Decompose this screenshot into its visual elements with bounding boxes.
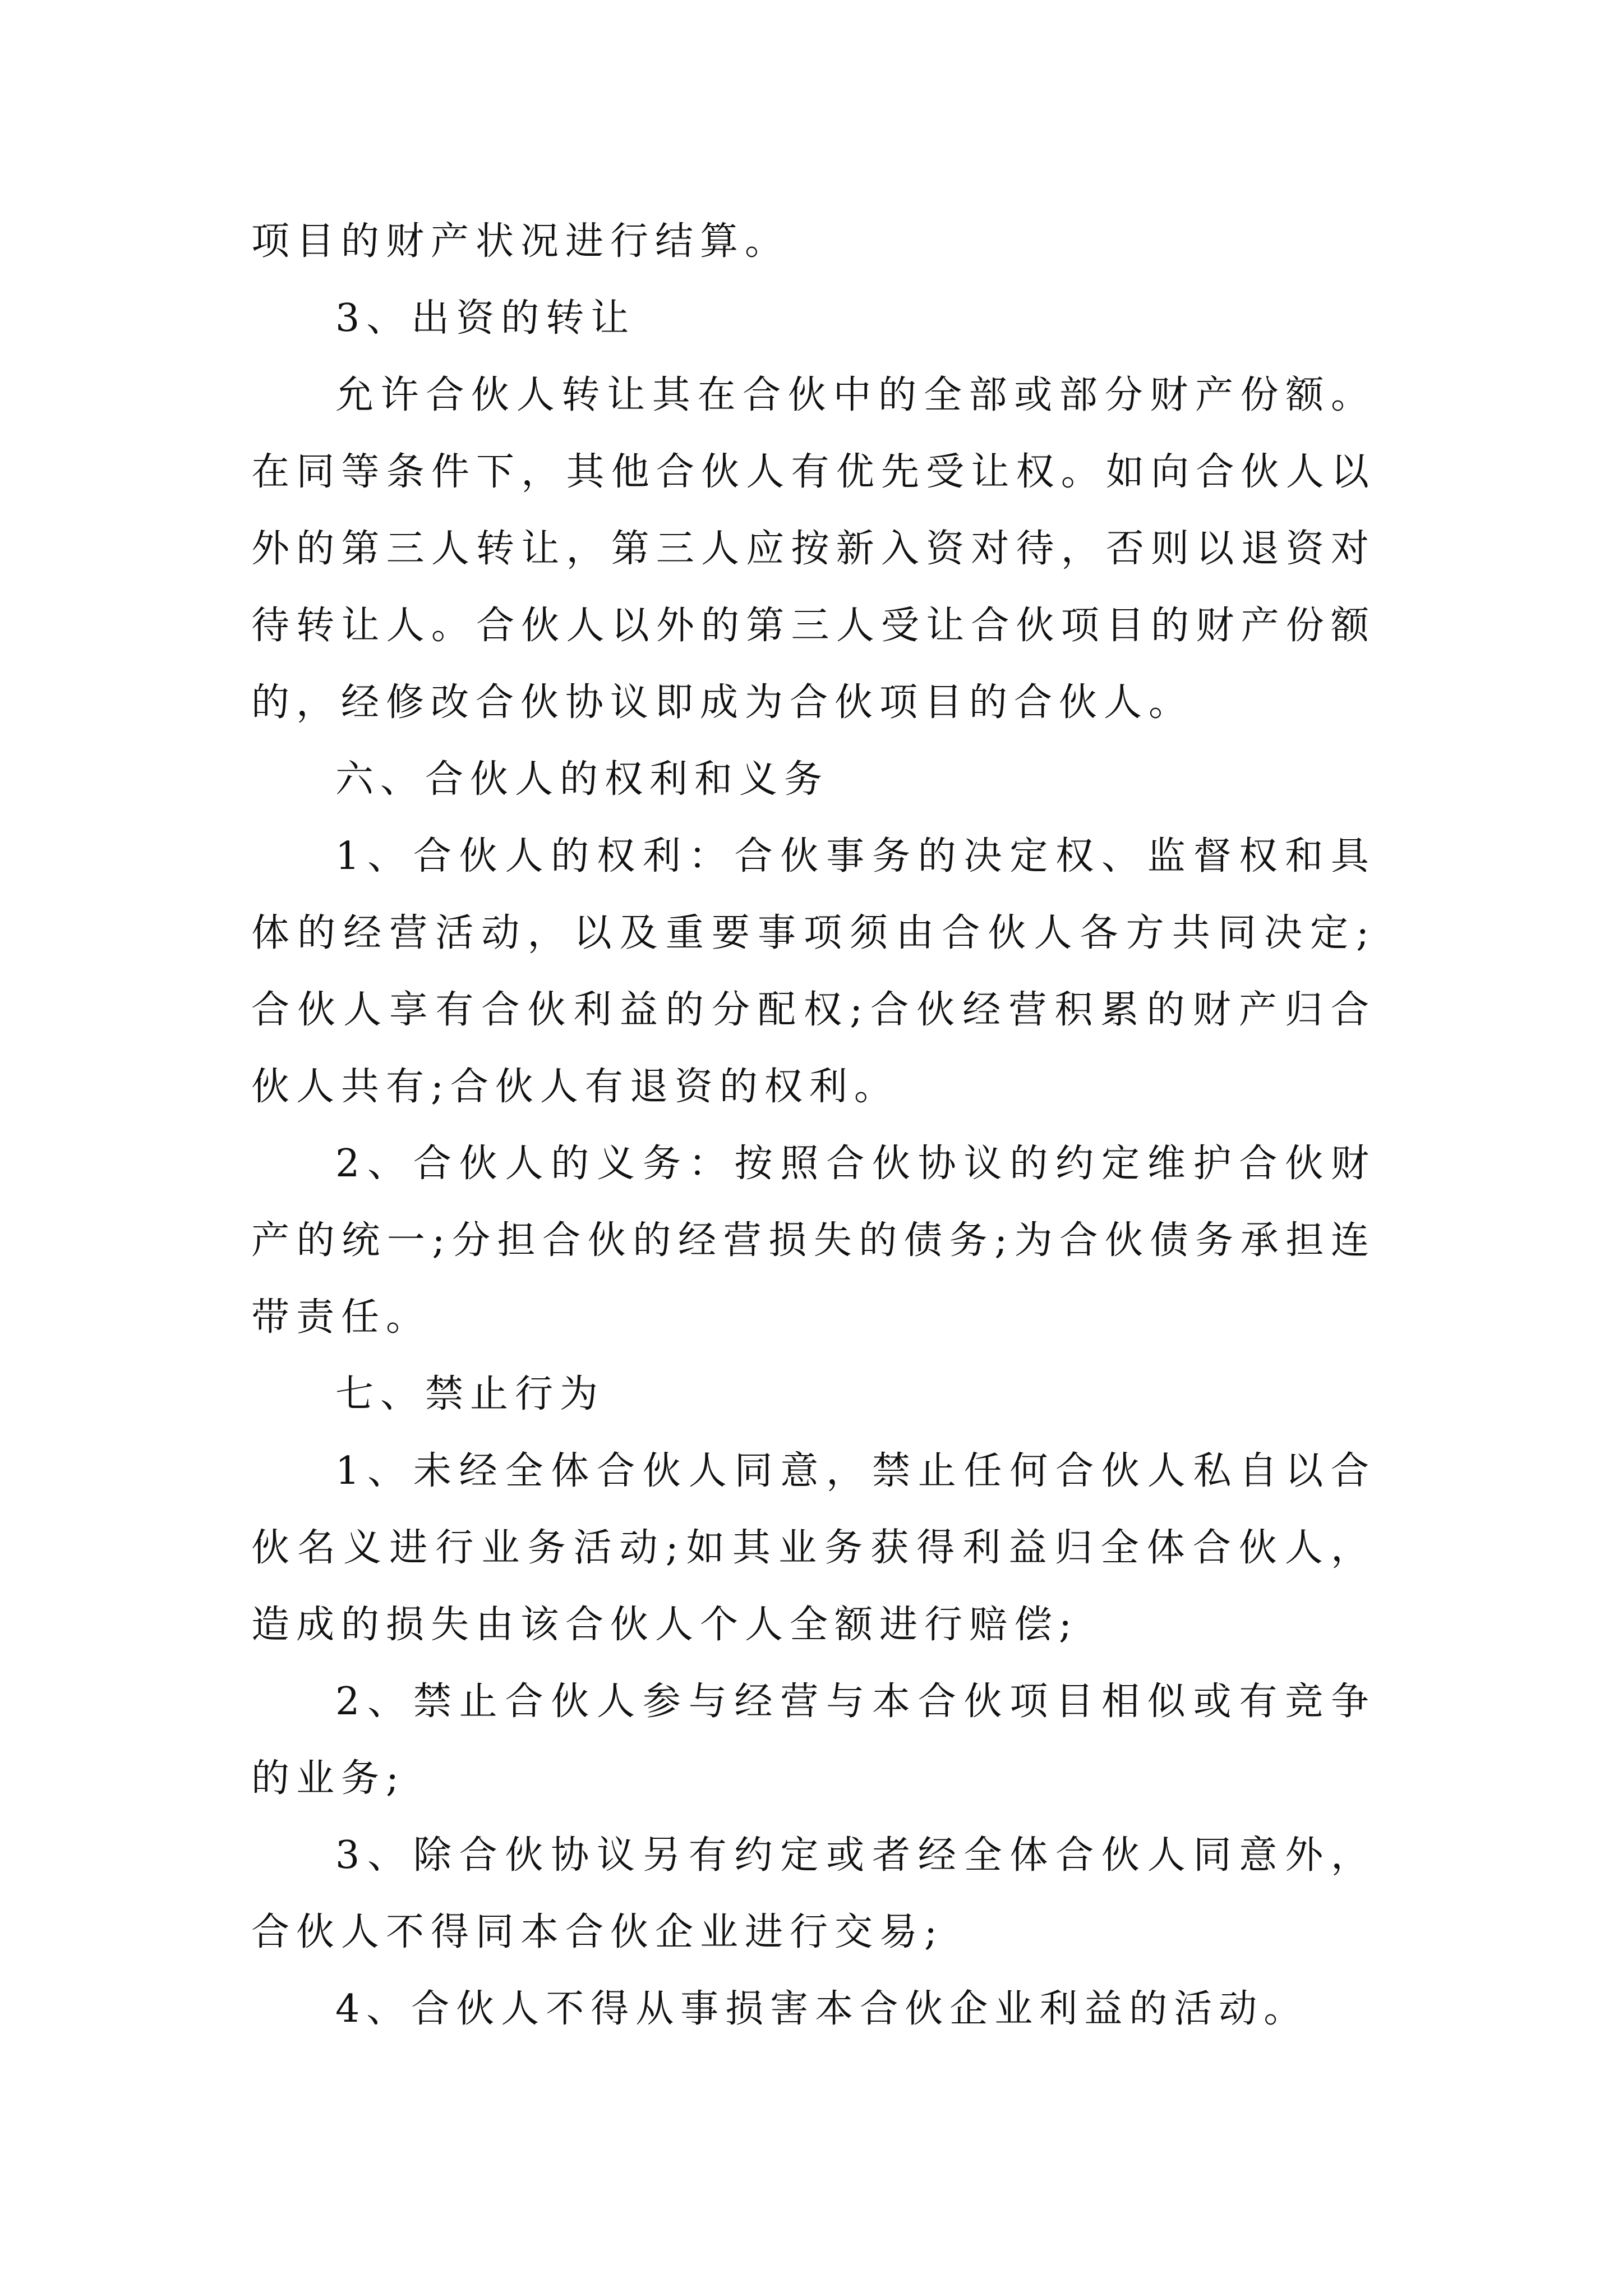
section-heading-rights-obligations: 六、合伙人的权利和义务 (335, 757, 829, 802)
paragraph-prohibition-2: 2、禁止合伙人参与经营与本合伙项目相似或有竞争的业务; (251, 1680, 1376, 1801)
paragraph-partner-rights: 1、合伙人的权利：合伙事务的决定权、监督权和具体的经营活动，以及重要事项须由合伙人各方共同决定;合伙人享有合伙利益的分配权;合伙经营积累的财产归合伙人共有;合伙人有退资的权利。 (251, 834, 1376, 1109)
document-body (251, 203, 1376, 2047)
section-heading-capital-transfer: 3、出资的转让 (335, 296, 636, 341)
paragraph-partner-obligations: 2、合伙人的义务：按照合伙协议的约定维护合伙财产的统一;分担合伙的经营损失的债务;为合伙债务承担连带责任。 (251, 1142, 1376, 1340)
paragraph-settlement-end: 项目的财产状况进行结算。 (251, 219, 790, 264)
paragraph-capital-transfer: 允许合伙人转让其在合伙中的全部或部分财产份额。在同等条件下，其他合伙人有优先受让权。如向合伙人以外的第三人转让，第三人应按新入资对待，否则以退资对待转让人。合伙人以外的第三人受让合伙项目的财产份额的，经修改合伙协议即成为合伙项目的合伙人。 (251, 373, 1376, 725)
paragraph-prohibition-3: 3、除合伙协议另有约定或者经全体合伙人同意外，合伙人不得同本合伙企业进行交易; (251, 1833, 1376, 1954)
paragraph-prohibition-1: 1、未经全体合伙人同意，禁止任何合伙人私自以合伙名义进行业务活动;如其业务获得利益归全体合伙人，造成的损失由该合伙人个人全额进行赔偿; (251, 1449, 1376, 1647)
paragraph-prohibition-4: 4、合伙人不得从事损害本合伙企业利益的活动。 (335, 1987, 1309, 2031)
section-heading-prohibited-acts: 七、禁止行为 (335, 1372, 605, 1416)
